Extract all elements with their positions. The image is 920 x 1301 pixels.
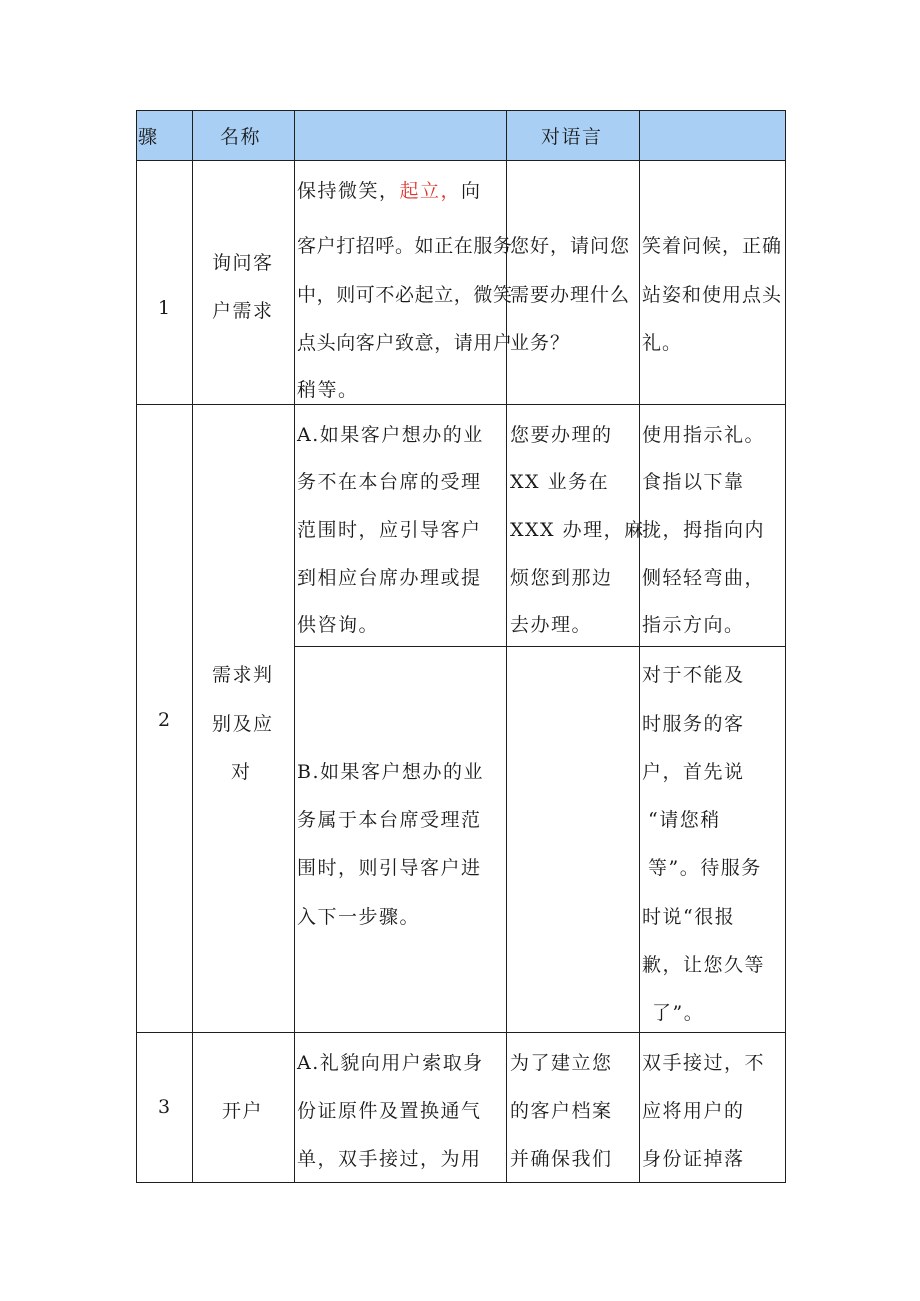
table-border-bottom <box>136 1182 786 1183</box>
row1-speech-line3: 业务？ <box>510 332 571 354</box>
row1-action-line1 <box>297 176 482 203</box>
row-divider-1 <box>136 404 786 405</box>
row1-etiquette-line3: 礼。 <box>642 332 683 354</box>
row1-action-line4: 点头向客户致意，请用户 <box>297 332 513 354</box>
row2-name-line2: 别及应 <box>212 713 274 735</box>
row3-action-line3: 单，双手接过，为用 <box>297 1148 482 1170</box>
row1-name-line2: 户需求 <box>212 300 274 322</box>
row3-speech-line2: 的客户档案 <box>510 1100 613 1122</box>
row1-etiquette-line1: 笑着问候，正确 <box>642 235 783 257</box>
header-step: 骤 <box>138 126 159 148</box>
row3-etiquette-line3: 身份证掉落 <box>642 1148 745 1170</box>
row2b-etiquette-line2: 时服务的客 <box>642 713 745 735</box>
row1-action-text: 保持微笑， <box>297 180 400 202</box>
col-divider-2 <box>294 110 295 1183</box>
row2a-etiquette-line5: 指示方向。 <box>642 614 745 636</box>
col-divider-3 <box>506 110 507 1183</box>
row2a-etiquette-line1: 使用指示礼。 <box>642 424 766 446</box>
row2a-action-line2: 务不在本台席的受理 <box>297 471 482 493</box>
row2b-action-line1: B.如果客户想办的业 <box>297 761 485 783</box>
row2b-etiquette-line8: 了”。 <box>652 1002 705 1024</box>
row1-etiquette-line2: 站姿和使用点头 <box>642 284 783 306</box>
row2b-etiquette-line7: 歉，让您久等 <box>642 954 766 976</box>
row2a-speech-line3: XXX 办理，麻 <box>510 519 645 541</box>
row2a-speech-line2: XX 业务在 <box>510 471 610 493</box>
row1-action-highlight: 起立， <box>399 180 462 202</box>
row3-action-line1: A.礼貌向用户索取身 <box>297 1052 484 1074</box>
row2b-etiquette-line5: 等”。待服务 <box>648 857 762 879</box>
row2a-speech-line1: 您要办理的 <box>510 424 613 446</box>
table-header-divider <box>136 160 786 161</box>
row2a-etiquette-line3: 拢，拇指向内 <box>642 519 766 541</box>
row-divider-2 <box>136 1032 786 1033</box>
row2b-etiquette-line6: 时说“很报 <box>642 906 736 928</box>
row1-action-text-end: 向 <box>461 180 482 202</box>
row2-name-line1: 需求判 <box>212 664 274 686</box>
row3-etiquette-line1: 双手接过，不 <box>642 1052 766 1074</box>
row3-step-number: 3 <box>158 1096 172 1118</box>
row3-speech-line1: 为了建立您 <box>510 1052 613 1074</box>
row1-action-line5: 稍等。 <box>297 379 359 401</box>
table-border-right <box>785 110 786 1183</box>
table-border-top <box>136 110 786 111</box>
row2b-action-line3: 围时，则引导客户进 <box>297 857 482 879</box>
row1-speech-line2: 需要办理什么 <box>510 284 631 306</box>
row2b-etiquette-line1: 对于不能及 <box>642 664 745 686</box>
row3-action-line2: 份证原件及置换通气 <box>297 1100 482 1122</box>
row1-speech-line1: 您好，请问您 <box>510 235 631 257</box>
row2-step-number: 2 <box>158 709 172 731</box>
row2a-action-line4: 到相应台席办理或提 <box>297 567 482 589</box>
row2b-action-line2: 务属于本台席受理范 <box>297 809 482 831</box>
row2a-etiquette-line2: 食指以下靠 <box>642 471 745 493</box>
row2b-etiquette-line3: 户，首先说 <box>642 761 745 783</box>
row2-name-line3: 对 <box>231 761 252 783</box>
table-border-left <box>136 110 137 1183</box>
row2a-speech-line5: 去办理。 <box>510 614 593 636</box>
row2a-speech-line4: 烦您到那边 <box>510 567 613 589</box>
row2a-action-line3: 范围时，应引导客户 <box>297 519 482 541</box>
row2b-etiquette-line4: “请您稍 <box>648 809 721 831</box>
row1-step-number: 1 <box>158 297 172 319</box>
header-speech: 对语言 <box>541 126 603 148</box>
row2a-action-line5: 供咨询。 <box>297 614 380 636</box>
header-name: 名称 <box>220 126 262 148</box>
col-divider-4 <box>639 110 640 1183</box>
row2-sub-divider <box>294 646 786 647</box>
row2a-etiquette-line4: 侧轻轻弯曲， <box>642 567 766 589</box>
row2b-action-line4: 入下一步骤。 <box>297 906 421 928</box>
row3-name: 开户 <box>222 1100 264 1122</box>
row1-name-line1: 询问客 <box>212 252 274 274</box>
row2a-action-line1: A.如果客户想办的业 <box>297 424 484 446</box>
row3-etiquette-line2: 应将用户的 <box>642 1100 745 1122</box>
col-divider-1 <box>192 110 193 1183</box>
row3-speech-line3: 并确保我们 <box>510 1148 613 1170</box>
row1-action-line3: 中，则可不必起立，微笑 <box>297 284 513 306</box>
row1-action-line2: 客户打招呼。如正在服务 <box>297 235 513 257</box>
